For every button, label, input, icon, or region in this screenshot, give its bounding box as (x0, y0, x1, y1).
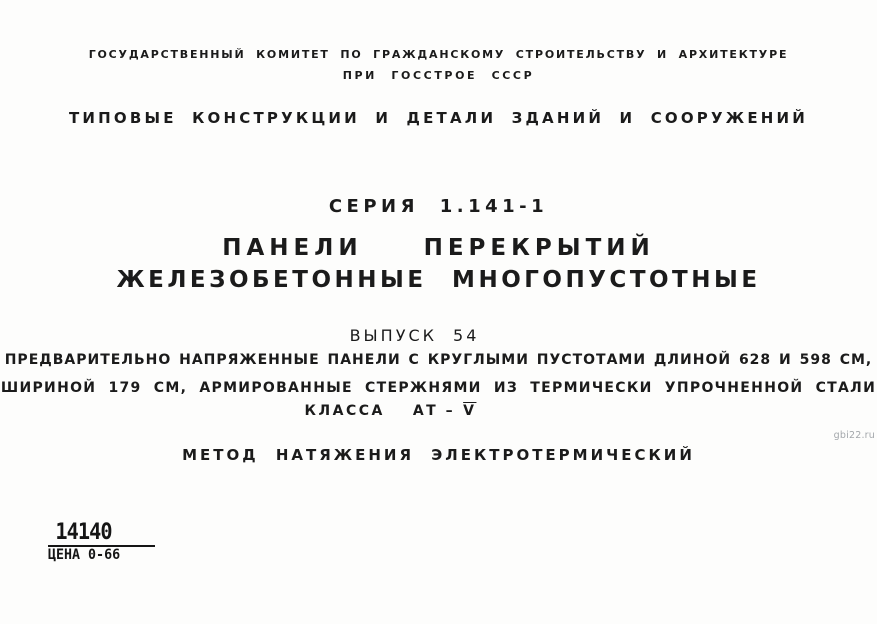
steel-class-label: КЛАССА (304, 403, 385, 419)
steel-class-roman-numeral: $\overline{V}$ (463, 403, 477, 419)
stamp-price (48, 548, 150, 563)
description-line-2: ШИРИНОЙ 179 СМ, АРМИРОВАННЫЕ СТЕРЖНЯМИ ИЗ ТЕРМИЧЕСКИ УПРОЧНЕННОЙ СТАЛИ (0, 380, 877, 396)
steel-class-designation: АТ – (412, 403, 456, 419)
site-watermark: gbi22.ru (833, 430, 875, 441)
main-title-line-2: ЖЕЛЕЗОБЕТОННЫЕ МНОГОПУСТОТНЫЕ (116, 267, 761, 293)
stamp-price-value: 0-66 (88, 547, 121, 563)
description-line-3 (0, 403, 781, 419)
tensioning-method-line: МЕТОД НАТЯЖЕНИЯ ЭЛЕКТРОТЕРМИЧЕСКИЙ (182, 446, 695, 464)
series-number: СЕРИЯ 1.141-1 (328, 196, 549, 217)
main-title-line-1: ПАНЕЛИ ПЕРЕКРЫТИЙ (222, 235, 655, 261)
description-line-1: ПРЕДВАРИТЕЛЬНО НАПРЯЖЕННЫЕ ПАНЕЛИ С КРУГЛЫМИ ПУСТОТАМИ ДЛИНОЙ 628 И 598 СМ, (4, 352, 873, 368)
organization-name-line-1: ГОСУДАРСТВЕННЫЙ КОМИТЕТ ПО ГРАЖДАНСКОМУ СТРОИТЕЛЬСТВУ И АРХИТЕКТУРЕ (88, 48, 789, 61)
stamp-code: 14140 (55, 520, 112, 545)
stamp-price-label: ЦЕНА (48, 547, 81, 563)
collection-title: ТИПОВЫЕ КОНСТРУКЦИИ И ДЕТАЛИ ЗДАНИЙ И СООРУЖЕНИЙ (68, 109, 809, 127)
issue-number: ВЫПУСК 54 (349, 326, 480, 345)
organization-name-line-2: ПРИ ГОССТРОЕ СССР (342, 69, 535, 82)
price-stamp (48, 522, 155, 563)
